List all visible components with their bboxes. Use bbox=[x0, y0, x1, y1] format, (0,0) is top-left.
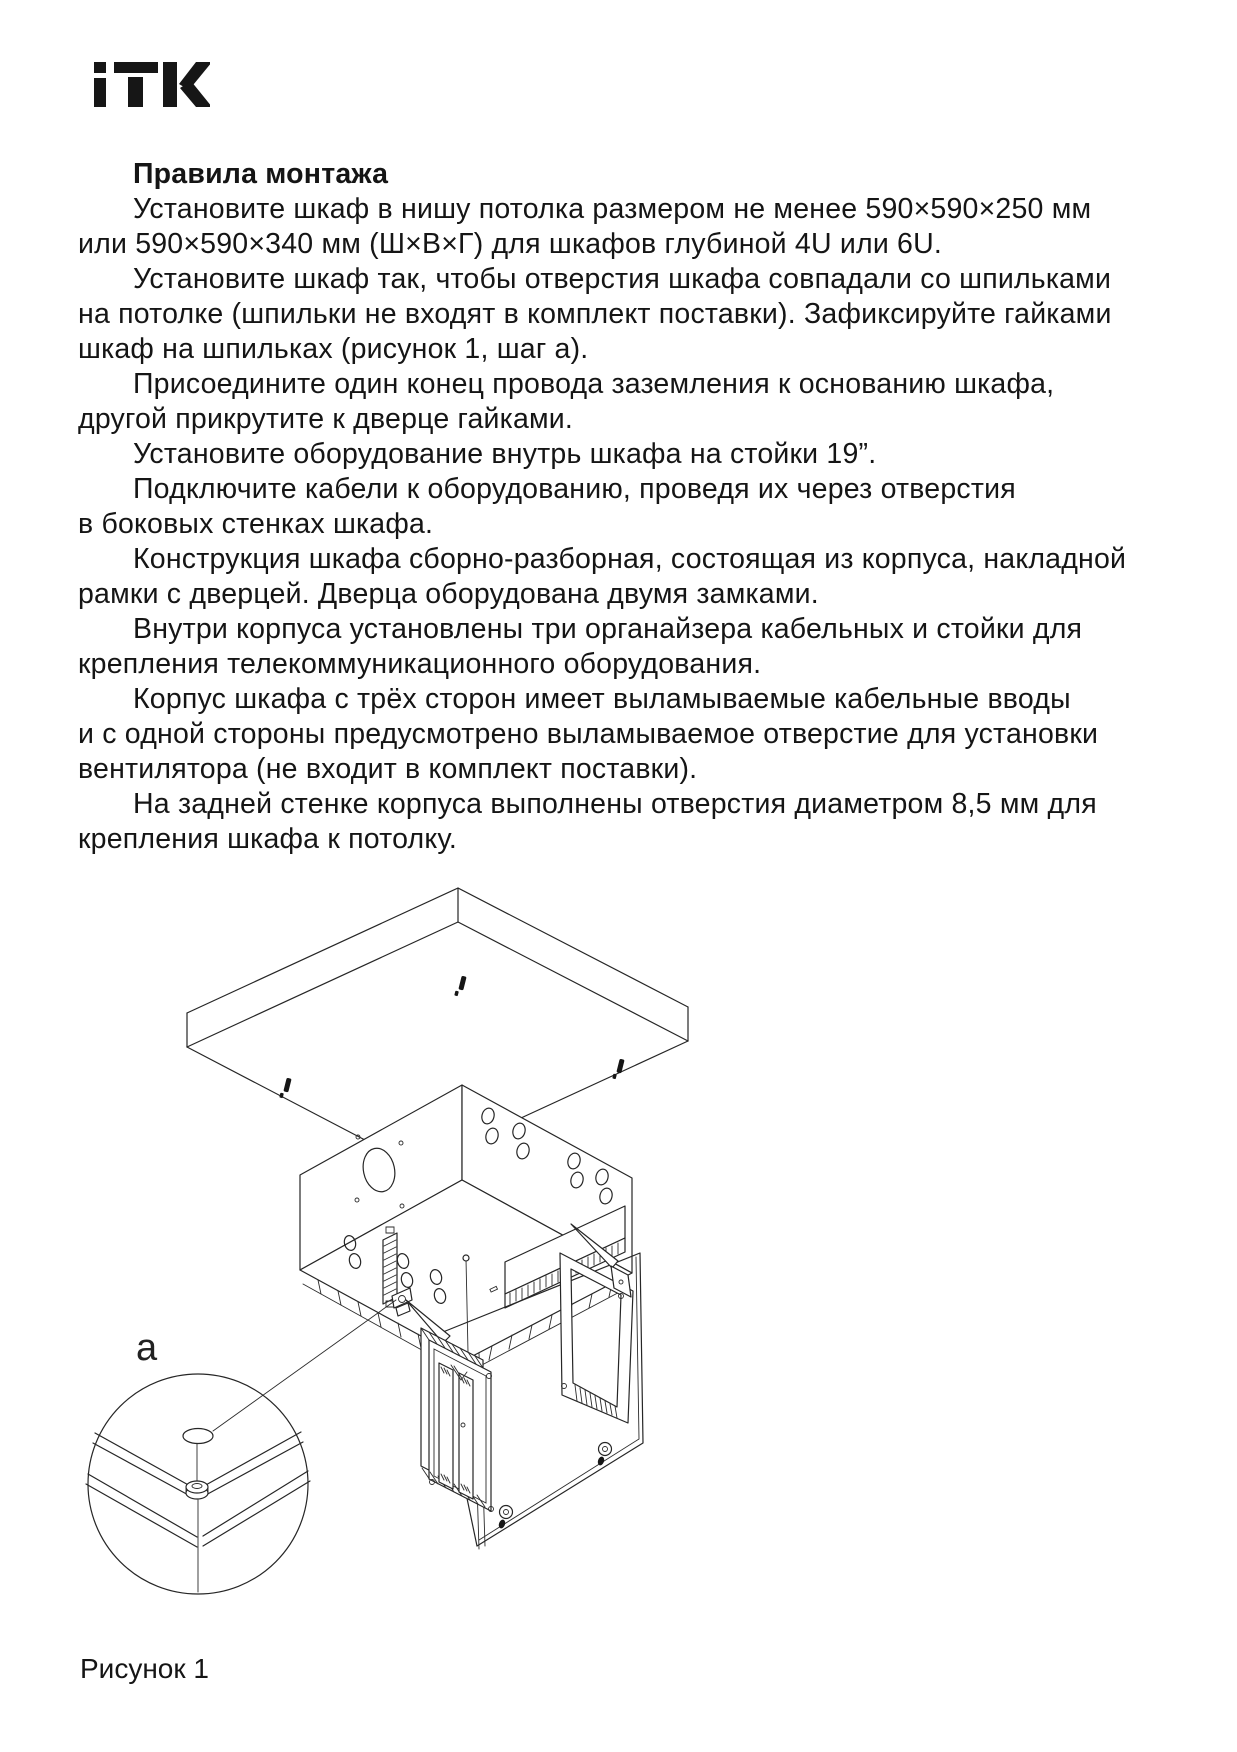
instructions-text bbox=[78, 157, 1138, 857]
body-text-line: Установите шкаф в нишу потолка размером не менее 590×590×250 мм bbox=[133, 193, 1092, 225]
stud-end-icon bbox=[183, 1429, 213, 1444]
body-text-line: и с одной стороны предусмотрено выламываемое отверстие для установки bbox=[78, 718, 1099, 750]
cabinet-drawing bbox=[300, 1085, 632, 1374]
body-text-line: другой прикрутите к дверце гайками. bbox=[78, 403, 574, 435]
body-text-line: На задней стенке корпуса выполнены отверстия диаметром 8,5 мм для bbox=[133, 788, 1097, 820]
body-text-line: вентилятора (не входит в комплект поставки). bbox=[78, 753, 698, 785]
ceiling-studs-icon bbox=[279, 975, 624, 1099]
body-text-line: крепления телекоммуникационного оборудования. bbox=[78, 648, 762, 680]
body-text-line: на потолке (шпильки не входят в комплект поставки). Зафиксируйте гайками bbox=[78, 298, 1112, 330]
door-lock-icon bbox=[597, 1443, 612, 1467]
step-label: а bbox=[136, 1327, 158, 1369]
itk-logo-icon bbox=[85, 55, 210, 111]
body-text-line: Установите шкаф так, чтобы отверстия шкафа совпадали со шпильками bbox=[133, 263, 1112, 295]
nut-icon bbox=[186, 1481, 208, 1499]
figure-drawing bbox=[70, 855, 730, 1610]
body-text-line: рамки с дверцей. Дверца оборудована двумя замками. bbox=[78, 578, 819, 610]
body-text-line: Корпус шкафа с трёх сторон имеет выламываемые кабельные вводы bbox=[133, 683, 1071, 715]
body-text-line: в боковых стенках шкафа. bbox=[78, 508, 434, 540]
mounting-detail-circle bbox=[86, 1374, 310, 1594]
body-text-line: крепления шкафа к потолку. bbox=[78, 823, 458, 855]
body-text-line: шкаф на шпильках (рисунок 1, шаг а). bbox=[78, 333, 589, 365]
body-text-line: или 590×590×340 мм (Ш×В×Г) для шкафов глубиной 4U или 6U. bbox=[78, 228, 943, 260]
logo-text bbox=[0, 0, 1, 1]
body-text-line: Установите оборудование внутрь шкафа на стойки 19”. bbox=[133, 438, 877, 470]
body-text-line: Конструкция шкафа сборно-разборная, состоящая из корпуса, накладной bbox=[133, 543, 1127, 575]
section-heading: Правила монтажа bbox=[133, 158, 389, 190]
figure-caption: Рисунок 1 bbox=[80, 1653, 209, 1684]
callout-leader-line bbox=[213, 1300, 396, 1431]
body-text-line: Присоедините один конец провода заземления к основанию шкафа, bbox=[133, 368, 1055, 400]
body-text-line: Подключите кабели к оборудованию, проведя их через отверстия bbox=[133, 473, 1016, 505]
body-text-line: Внутри корпуса установлены три органайзера кабельных и стойки для bbox=[133, 613, 1083, 645]
